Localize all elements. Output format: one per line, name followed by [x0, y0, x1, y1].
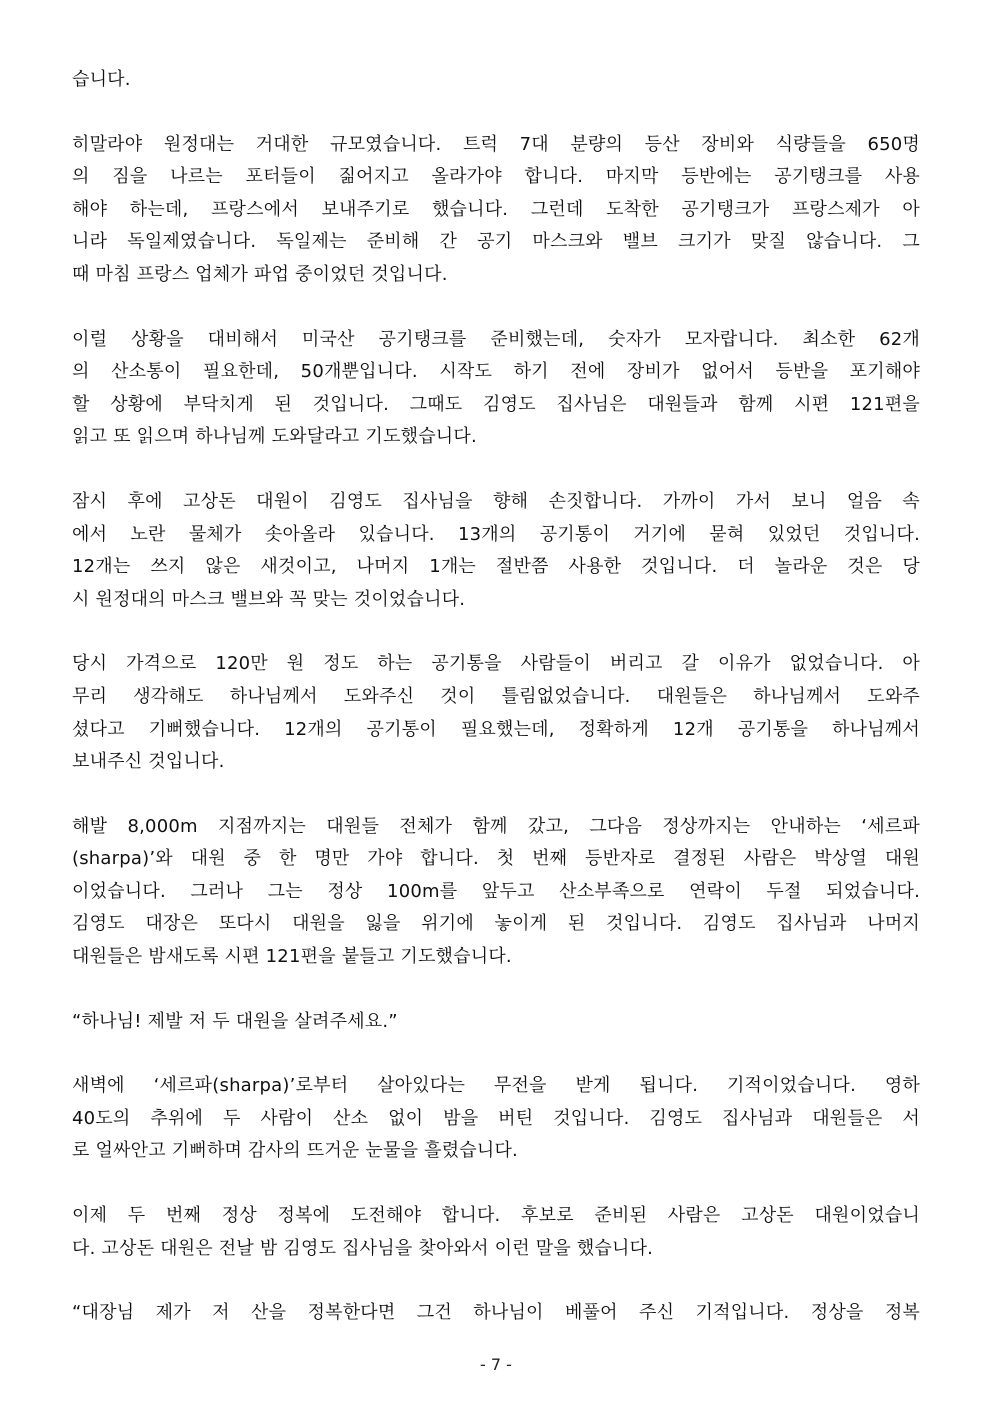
text-line: 에서 노란 물체가 솟아올라 있습니다. 13개의 공기통이 거기에 묻혀 있었던 것입니다.: [72, 523, 920, 545]
text-line: 다. 고상돈 대원은 전날 밤 김영도 집사님을 찾아와서 이런 말을 했습니다.: [72, 1237, 654, 1259]
text-line: “대장님 제가 저 산을 정복한다면 그건 하나님이 베풀어 주신 기적입니다. 정상을 정복: [72, 1302, 920, 1324]
paragraph: [72, 1200, 920, 1265]
text-line: 이럴 상황을 대비해서 미국산 공기탱크를 준비했는데, 숫자가 모자랍니다. 최소한 62개: [72, 328, 920, 350]
text-line: 김영도 대장은 또다시 대원을 잃을 위기에 놓이게 된 것입니다. 김영도 집사님과 나머지: [72, 913, 920, 935]
paragraph: [72, 1297, 920, 1330]
text-line: 이제 두 번째 정상 정복에 도전해야 합니다. 후보로 준비된 사람은 고상돈 대원이었습니: [72, 1205, 920, 1227]
text-line: 할 상황에 부닥치게 된 것입니다. 그때도 김영도 집사님은 대원들과 함께 시편 121편을: [72, 393, 920, 415]
text-line: 해발 8,000m 지점까지는 대원들 전체가 함께 갔고, 그다음 정상까지는 안내하는 ‘세르파: [72, 815, 920, 837]
text-line: 습니다.: [72, 69, 131, 90]
paragraph: [72, 324, 920, 454]
text-line: 히말라야 원정대는 거대한 규모였습니다. 트럭 7대 분량의 등산 장비와 식량들을 650명: [72, 133, 920, 155]
paragraph: [72, 129, 920, 292]
text-line: 보내주신 것입니다.: [72, 751, 225, 773]
document-body: [72, 64, 920, 1362]
text-line: 해야 하는데, 프랑스에서 보내주기로 했습니다. 그런데 도착한 공기탱크가 프랑스제가 아: [72, 198, 920, 220]
page-number: - 7 -: [480, 1355, 512, 1374]
text-line: 시 원정대의 마스크 밸브와 꼭 맞는 것이었습니다.: [72, 588, 466, 610]
paragraph: [72, 64, 920, 97]
text-line: (sharpa)’와 대원 중 한 명만 가야 합니다. 첫 번째 등반자로 결정된 사람은 박상열 대원: [72, 848, 920, 870]
paragraph: [72, 486, 920, 616]
text-line: 무리 생각해도 하나님께서 도와주신 것이 틀림없었습니다. 대원들은 하나님께서 도와주: [72, 685, 920, 707]
paragraph: [72, 811, 920, 974]
paragraph: [72, 648, 920, 778]
text-line: 대원들은 밤새도록 시편 121편을 붙들고 기도했습니다.: [72, 946, 512, 968]
text-line: 읽고 또 읽으며 하나님께 도와달라고 기도했습니다.: [72, 426, 477, 448]
text-line: 이었습니다. 그러나 그는 정상 100m를 앞두고 산소부족으로 연락이 두절 되었습니다.: [72, 880, 920, 902]
text-line: 잠시 후에 고상돈 대원이 김영도 집사님을 향해 손짓합니다. 가까이 가서 보니 얼음 속: [72, 490, 920, 512]
text-line: “하나님! 제발 저 두 대원을 살려주세요.”: [72, 1010, 398, 1032]
text-line: 의 산소통이 필요한데, 50개뿐입니다. 시작도 하기 전에 장비가 없어서 등반을 포기해야: [72, 361, 920, 383]
text-line: 의 짐을 나르는 포터들이 짊어지고 올라가야 합니다. 마지막 등반에는 공기탱크를 사용: [72, 166, 920, 188]
text-line: 로 얼싸안고 기뻐하며 감사의 뜨거운 눈물을 흘렸습니다.: [72, 1140, 518, 1162]
text-line: 12개는 쓰지 않은 새것이고, 나머지 1개는 절반쯤 사용한 것입니다. 더 놀라운 것은 당: [72, 556, 920, 578]
text-line: 당시 가격으로 120만 원 정도 하는 공기통을 사람들이 버리고 갈 이유가 없었습니다. 아: [72, 653, 920, 675]
text-line: 40도의 추위에 두 사람이 산소 없이 밤을 버틴 것입니다. 김영도 집사님과 대원들은 서: [72, 1107, 920, 1129]
paragraph: [72, 1070, 920, 1168]
text-line: 때 마침 프랑스 업체가 파업 중이었던 것입니다.: [72, 263, 448, 285]
text-line: 니라 독일제였습니다. 독일제는 준비해 간 공기 마스크와 밸브 크기가 맞질 않습니다. 그: [72, 231, 920, 253]
paragraph: [72, 1006, 920, 1039]
text-line: 새벽에 ‘세르파(sharpa)’로부터 살아있다는 무전을 받게 됩니다. 기적이었습니다. 영하: [72, 1075, 920, 1097]
text-line: 셨다고 기뻐했습니다. 12개의 공기통이 필요했는데, 정확하게 12개 공기통을 하나님께서: [72, 718, 920, 740]
